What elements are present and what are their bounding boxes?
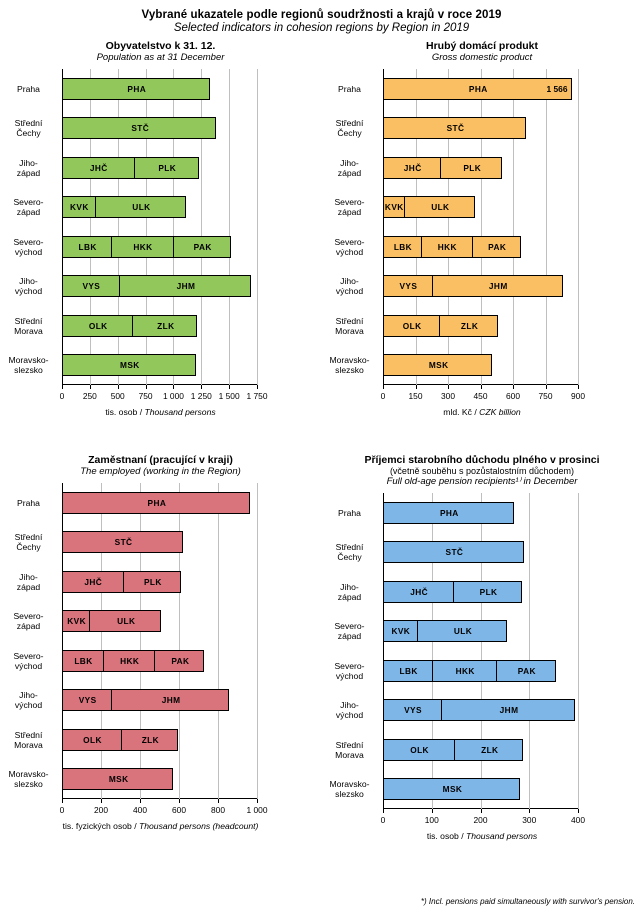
bar bbox=[62, 157, 199, 179]
bar bbox=[62, 117, 216, 139]
category-label: Praha bbox=[17, 83, 40, 94]
footnote: *) Incl. pensions paid simultaneously with survivor's pension. bbox=[420, 897, 635, 906]
panel-gdp-subtitle: Gross domestic product bbox=[431, 52, 533, 63]
bar bbox=[62, 571, 181, 593]
value-label: 1 566 bbox=[546, 83, 568, 94]
axis-tick-label: 100 bbox=[424, 815, 439, 825]
segment-label: STČ bbox=[445, 547, 464, 558]
axis-tick-label: 0 bbox=[59, 805, 65, 815]
panel-employed-head bbox=[0, 454, 321, 477]
segment-label: STČ bbox=[114, 537, 133, 548]
segment-label: MSK bbox=[120, 360, 140, 371]
segment-label: PHA bbox=[468, 83, 488, 94]
segment-label: MSK bbox=[108, 774, 129, 785]
category-label: Střední Morava bbox=[335, 739, 364, 760]
axis-tick bbox=[257, 385, 258, 389]
gridline bbox=[578, 69, 579, 385]
bar bbox=[62, 531, 183, 553]
bar bbox=[383, 157, 502, 179]
axis-tick-label: 1 000 bbox=[162, 391, 184, 401]
segment-label: ZLK bbox=[460, 320, 479, 331]
bar bbox=[383, 620, 507, 642]
category-label: Střední Morava bbox=[14, 315, 43, 336]
plot-employed bbox=[0, 483, 321, 833]
segment-label: OLK bbox=[410, 744, 429, 755]
segment-label: VYS bbox=[78, 695, 97, 706]
panel-pensions-subtitle: Full old-age pension recipients¹⁾ in December bbox=[386, 476, 578, 487]
segment-label: MSK bbox=[442, 784, 463, 795]
panel-employed-subtitle: The employed (working in the Region) bbox=[80, 466, 241, 477]
bar bbox=[62, 354, 196, 376]
axis-tick bbox=[101, 799, 102, 803]
axis-tick bbox=[229, 385, 230, 389]
axis-tick bbox=[383, 809, 384, 813]
chart-grid bbox=[0, 34, 643, 888]
axis-tick-label: 200 bbox=[473, 815, 488, 825]
axis-tick-label: 600 bbox=[172, 805, 186, 815]
page-title-en: Selected indicators in cohesion regions by Region in 2019 bbox=[173, 22, 470, 34]
segment-label: PAK bbox=[193, 241, 212, 252]
segment-label: PLK bbox=[158, 162, 177, 173]
bar bbox=[383, 739, 523, 761]
segment-label: STČ bbox=[131, 123, 150, 134]
axis-caption bbox=[0, 407, 321, 417]
gridline bbox=[218, 483, 219, 799]
segment-label: PLK bbox=[479, 586, 498, 597]
axis-tick bbox=[481, 385, 482, 389]
segment-label: ULK bbox=[132, 202, 151, 213]
bar bbox=[62, 650, 204, 672]
segment-label: VYS bbox=[404, 705, 422, 716]
axis-tick bbox=[218, 799, 219, 803]
bar bbox=[62, 78, 210, 100]
plot-pensions bbox=[321, 493, 643, 843]
segment-label: OLK bbox=[83, 734, 102, 745]
gridline bbox=[529, 493, 530, 809]
category-label: Severo- západ bbox=[13, 611, 44, 632]
category-label: Severo- východ bbox=[13, 650, 44, 671]
segment-label: JHM bbox=[499, 705, 519, 716]
category-label: Jiho- západ bbox=[337, 157, 362, 178]
segment-label: ZLK bbox=[157, 320, 175, 331]
axis-tick-label: 0 bbox=[380, 391, 386, 401]
category-label: Severo- východ bbox=[334, 660, 365, 681]
axis-tick bbox=[578, 809, 579, 813]
segment-label: PAK bbox=[171, 655, 190, 666]
axis-caption bbox=[0, 821, 321, 831]
category-label: Jiho- východ bbox=[14, 276, 43, 297]
axis-tick-label: 900 bbox=[571, 391, 585, 401]
bar bbox=[383, 315, 498, 337]
category-label: Střední Morava bbox=[335, 315, 364, 336]
axis-tick bbox=[513, 385, 514, 389]
panel-pensions bbox=[321, 448, 643, 888]
axis-tick bbox=[416, 385, 417, 389]
category-label: Severo- východ bbox=[334, 236, 365, 257]
bar bbox=[383, 236, 521, 258]
axis-tick bbox=[140, 799, 141, 803]
panel-employed-title: Zaměstnaní (pracující v kraji) bbox=[88, 454, 233, 466]
axis-tick-label: 800 bbox=[211, 805, 225, 815]
panel-pensions-head bbox=[321, 454, 643, 487]
axis-tick bbox=[529, 809, 530, 813]
page-title bbox=[0, 0, 643, 34]
axis-caption-cs: mld. Kč / bbox=[443, 407, 480, 417]
segment-label: HKK bbox=[133, 241, 153, 252]
panel-gdp-head bbox=[321, 40, 643, 63]
bar bbox=[383, 541, 524, 563]
segment-label: PHA bbox=[147, 497, 167, 508]
axis-tick bbox=[257, 799, 258, 803]
axis-tick-label: 400 bbox=[133, 805, 147, 815]
axis-tick bbox=[90, 385, 91, 389]
panel-population-head bbox=[0, 40, 321, 63]
panel-pensions-title: Příjemci starobního důchodu plného v prosinci bbox=[364, 454, 600, 466]
axis-tick-label: 1 500 bbox=[218, 391, 240, 401]
axis-tick-label: 200 bbox=[94, 805, 108, 815]
segment-label: KVK bbox=[67, 616, 86, 627]
bar bbox=[383, 778, 520, 800]
segment-label: ULK bbox=[453, 626, 473, 637]
bar bbox=[383, 660, 556, 682]
category-label: Moravsko- slezsko bbox=[329, 779, 370, 800]
axis-tick-label: 250 bbox=[82, 391, 97, 401]
segment-label: ULK bbox=[431, 202, 450, 213]
category-label: Severo- západ bbox=[13, 197, 44, 218]
bar bbox=[62, 689, 229, 711]
segment-label: ZLK bbox=[481, 744, 499, 755]
panel-population-title: Obyvatelstvo k 31. 12. bbox=[105, 40, 216, 52]
segment-label: LBK bbox=[74, 655, 93, 666]
gridline bbox=[257, 69, 258, 385]
gridline bbox=[578, 493, 579, 809]
panel-gdp-title: Hrubý domácí produkt bbox=[425, 40, 538, 52]
axis-tick-label: 600 bbox=[506, 391, 520, 401]
bar bbox=[62, 236, 231, 258]
segment-label: PLK bbox=[143, 576, 162, 587]
gridline bbox=[229, 69, 230, 385]
category-label: Praha bbox=[338, 83, 361, 94]
plot-population bbox=[0, 69, 321, 419]
category-label: Severo- západ bbox=[334, 197, 365, 218]
category-label: Střední Čechy bbox=[335, 542, 364, 563]
segment-label: JHM bbox=[161, 695, 181, 706]
bar bbox=[383, 502, 514, 524]
segment-label: KVK bbox=[384, 202, 404, 213]
panel-population bbox=[0, 34, 321, 448]
category-label: Střední Čechy bbox=[335, 118, 364, 139]
segment-label: JHM bbox=[176, 281, 196, 292]
bar bbox=[62, 610, 161, 632]
segment-label: OLK bbox=[88, 320, 108, 331]
axis-tick bbox=[578, 385, 579, 389]
axis-tick-label: 750 bbox=[138, 391, 153, 401]
plot-gdp bbox=[321, 69, 643, 419]
panel-employed bbox=[0, 448, 321, 888]
segment-label: PHA bbox=[127, 83, 147, 94]
axis-tick bbox=[546, 385, 547, 389]
segment-label: ULK bbox=[117, 616, 136, 627]
segment-label: KVK bbox=[70, 202, 89, 213]
segment-label: LBK bbox=[393, 241, 413, 252]
category-label: Střední Morava bbox=[14, 729, 43, 750]
category-label: Moravsko- slezsko bbox=[329, 355, 370, 376]
axis-caption-en: Thousand persons bbox=[144, 407, 216, 417]
segment-label: PAK bbox=[488, 241, 507, 252]
category-label: Střední Čechy bbox=[14, 118, 43, 139]
axis-tick-label: 500 bbox=[110, 391, 125, 401]
category-label: Jiho- východ bbox=[335, 276, 364, 297]
segment-label: JHM bbox=[488, 281, 508, 292]
axis-tick bbox=[118, 385, 119, 389]
bar bbox=[383, 699, 575, 721]
segment-label: VYS bbox=[399, 281, 418, 292]
segment-label: STČ bbox=[446, 123, 465, 134]
category-label: Střední Čechy bbox=[14, 532, 43, 553]
axis-tick-label: 150 bbox=[408, 391, 423, 401]
axis-tick-label: 1 250 bbox=[190, 391, 212, 401]
axis-tick-label: 0 bbox=[59, 391, 65, 401]
bar bbox=[62, 196, 186, 218]
axis-tick bbox=[146, 385, 147, 389]
gridline bbox=[257, 483, 258, 799]
bar bbox=[62, 492, 250, 514]
category-label: Moravsko- slezsko bbox=[8, 769, 49, 790]
category-label: Praha bbox=[17, 497, 40, 508]
segment-label: JHČ bbox=[403, 162, 422, 173]
bar bbox=[383, 196, 475, 218]
axis-tick bbox=[481, 809, 482, 813]
segment-label: JHČ bbox=[84, 576, 103, 587]
page-title-cs: Vybrané ukazatele podle regionů soudržnosti a krajů v roce 2019 bbox=[141, 9, 502, 21]
segment-label: PLK bbox=[463, 162, 482, 173]
segment-label: VYS bbox=[82, 281, 101, 292]
axis-caption bbox=[321, 407, 643, 417]
axis-caption-cs: tis. fyzických osob / bbox=[62, 821, 139, 831]
axis-tick-label: 0 bbox=[380, 815, 386, 825]
segment-label: LBK bbox=[78, 241, 97, 252]
segment-label: HKK bbox=[437, 241, 457, 252]
panel-gdp bbox=[321, 34, 643, 448]
segment-label: JHČ bbox=[89, 162, 108, 173]
axis-tick bbox=[62, 385, 63, 389]
axis-tick bbox=[383, 385, 384, 389]
bar bbox=[383, 117, 526, 139]
axis-caption bbox=[321, 831, 643, 841]
bar bbox=[62, 315, 197, 337]
category-label: Jiho- západ bbox=[16, 571, 41, 592]
segment-label: HKK bbox=[120, 655, 140, 666]
segment-label: KVK bbox=[391, 626, 411, 637]
category-label: Severo- západ bbox=[334, 621, 365, 642]
axis-tick-label: 450 bbox=[473, 391, 488, 401]
axis-caption-en: CZK billion bbox=[479, 407, 521, 417]
segment-label: JHČ bbox=[410, 586, 428, 597]
axis-tick bbox=[432, 809, 433, 813]
panel-pensions-subtitle-cs: (včetně souběhu s pozůstalostním důchodem) bbox=[389, 466, 575, 476]
bar bbox=[62, 729, 178, 751]
axis-tick-label: 1 000 bbox=[246, 805, 268, 815]
axis-tick bbox=[173, 385, 174, 389]
category-label: Jiho- východ bbox=[14, 690, 43, 711]
category-label: Severo- východ bbox=[13, 236, 44, 257]
bar bbox=[383, 275, 563, 297]
bar bbox=[383, 354, 492, 376]
segment-label: PHA bbox=[439, 507, 459, 518]
axis-caption-en: Thousand persons (headcount) bbox=[138, 821, 259, 831]
category-label: Moravsko- slezsko bbox=[8, 355, 49, 376]
segment-label: ZLK bbox=[141, 734, 160, 745]
axis-tick bbox=[179, 799, 180, 803]
category-label: Jiho- západ bbox=[337, 581, 362, 602]
axis-tick-label: 750 bbox=[538, 391, 553, 401]
axis-tick bbox=[201, 385, 202, 389]
category-label: Jiho- východ bbox=[335, 700, 364, 721]
category-label: Praha bbox=[338, 507, 361, 518]
axis-tick bbox=[448, 385, 449, 389]
segment-label: HKK bbox=[455, 665, 475, 676]
axis-tick-label: 1 750 bbox=[246, 391, 268, 401]
axis-tick-label: 300 bbox=[441, 391, 455, 401]
segment-label: MSK bbox=[428, 360, 449, 371]
axis-tick bbox=[62, 799, 63, 803]
axis-caption-en: Thousand persons bbox=[465, 831, 538, 841]
bar bbox=[62, 275, 251, 297]
axis-caption-cs: tis. osob / bbox=[426, 831, 466, 841]
category-label: Jiho- západ bbox=[16, 157, 41, 178]
segment-label: PAK bbox=[517, 665, 536, 676]
segment-label: LBK bbox=[399, 665, 418, 676]
panel-population-subtitle: Population as at 31 December bbox=[96, 52, 225, 63]
axis-tick-label: 300 bbox=[522, 815, 537, 825]
axis-tick-label: 400 bbox=[571, 815, 585, 825]
axis-caption-cs: tis. osob / bbox=[105, 407, 145, 417]
segment-label: OLK bbox=[402, 320, 422, 331]
gridline bbox=[546, 69, 547, 385]
bar bbox=[383, 581, 522, 603]
bar bbox=[62, 768, 173, 790]
